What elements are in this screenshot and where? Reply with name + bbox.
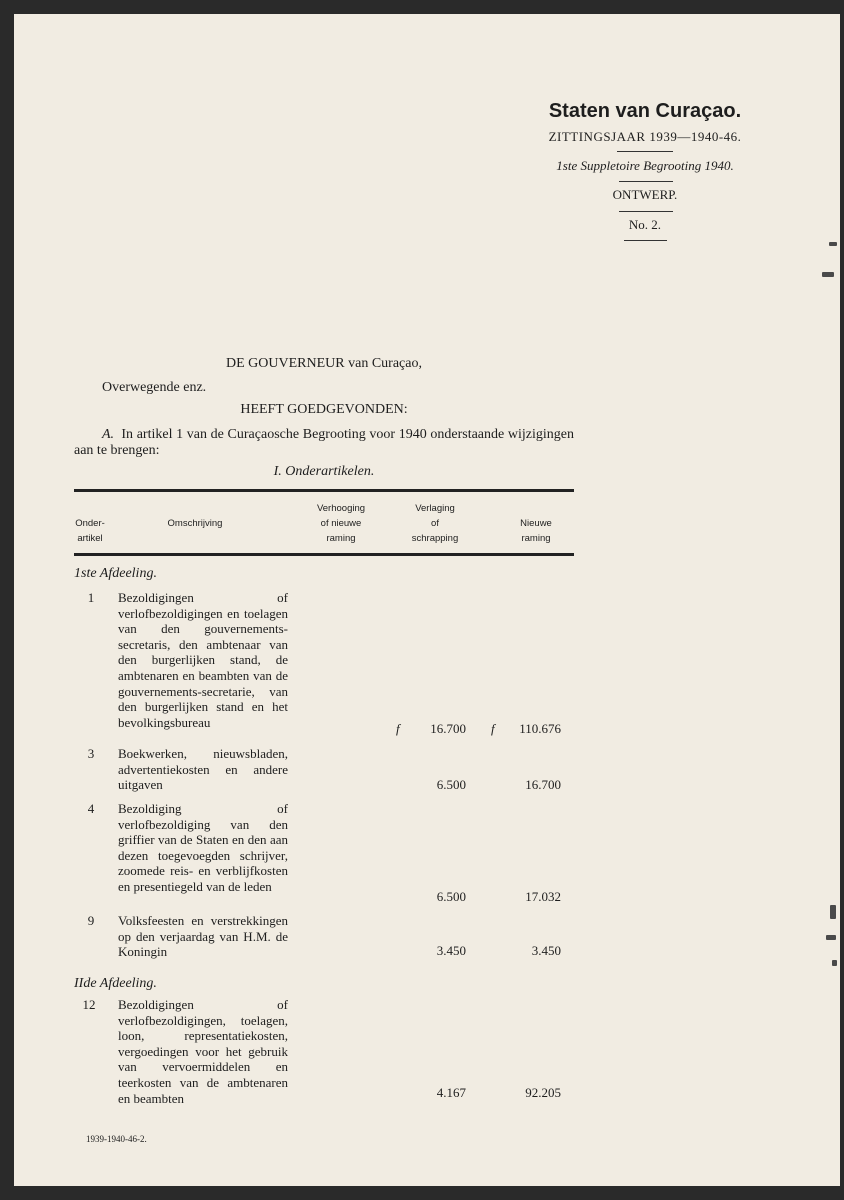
- binding-mark: [829, 242, 837, 246]
- header-decrease: Verlaging of schrapping: [411, 503, 459, 544]
- row-description: Bezoldiging of verlofbezoldiging van den griffier van de Staten en den aan dezen toegevoegden schrijver, zoomede reis- en verblijfkosten en presentiegeld van de leden: [118, 801, 288, 894]
- paragraph-text: In artikel 1 van de Curaçaosche Begrooting voor 1940 onderstaande wijzigingen aan te brengen:: [74, 427, 574, 458]
- row-number: 9: [87, 913, 95, 928]
- new-estimate-value: 3.450: [531, 943, 561, 958]
- table-header-rule: [74, 553, 574, 556]
- new-estimate-value: 16.700: [525, 777, 561, 792]
- section-title: 1ste Afdeeling.: [74, 566, 157, 581]
- header-divider: [624, 240, 667, 241]
- document-number: No. 2.: [628, 217, 662, 232]
- increase-value: 6.500: [436, 777, 466, 792]
- currency-symbol: f: [396, 721, 400, 736]
- row-description: Boekwerken, nieuwsbladen, advertentiekosten en andere uitgaven: [118, 746, 288, 793]
- print-code: 1939-1940-46-2.: [86, 1134, 147, 1144]
- increase-value: 16.700: [430, 721, 466, 736]
- binding-mark: [822, 272, 834, 277]
- resolved-line: HEEFT GOEDGEVONDEN:: [240, 402, 408, 417]
- article-paragraph: [74, 427, 574, 459]
- increase-value: 3.450: [436, 943, 466, 958]
- document-title: Staten van Curaçao.: [548, 100, 742, 122]
- header-increase: Verhooging of nieuwe raming: [316, 503, 366, 544]
- row-description: Bezoldigingen of verlofbezoldigingen, toelagen, loon, representatiekosten, vergoedingen voor het gebruik van vervoermiddelen en teerkosten van de ambtenaren en beambten: [118, 997, 288, 1106]
- paragraph-letter: A.: [102, 427, 115, 442]
- binding-mark: [832, 960, 837, 966]
- increase-value: 6.500: [436, 889, 466, 904]
- currency-symbol: f: [491, 721, 495, 736]
- row-number: 4: [87, 801, 95, 816]
- header-divider: [619, 211, 673, 212]
- binding-mark: [830, 905, 836, 919]
- row-description: Bezoldigingen of verlofbezoldigingen en toelagen van den gouvernements-secretaris, den ambtenaar van den burgerlijken stand, de ambtenaren en beambten van de gouvernements-secretarie, van den burgerlijken stand en het bevolkingsbureau: [118, 590, 288, 730]
- session-year: ZITTINGSJAAR 1939—1940-46.: [548, 129, 742, 144]
- new-estimate-value: 110.676: [519, 721, 561, 736]
- increase-value: 4.167: [436, 1085, 466, 1100]
- table-top-rule: [74, 489, 574, 492]
- row-number: 1: [87, 590, 95, 605]
- header-divider: [617, 151, 673, 152]
- new-estimate-value: 92.205: [525, 1085, 561, 1100]
- governor-line: DE GOUVERNEUR van Curaçao,: [226, 356, 422, 371]
- header-description: Omschrijving: [167, 518, 223, 529]
- draft-label: ONTWERP.: [612, 187, 678, 202]
- row-number: 12: [82, 997, 96, 1012]
- section-title: IIde Afdeeling.: [74, 976, 157, 991]
- header-new-estimate: Nieuwe raming: [520, 518, 552, 544]
- header-divider: [619, 181, 673, 182]
- sub-articles-heading: I. Onderartikelen.: [273, 464, 375, 479]
- row-description: Volksfeesten en verstrekkingen op den verjaardag van H.M. de Koningin: [118, 913, 288, 960]
- row-number: 3: [87, 746, 95, 761]
- considering-line: Overwegende enz.: [102, 380, 207, 395]
- binding-mark: [826, 935, 836, 940]
- header-sub-article: Onder- artikel: [75, 518, 105, 544]
- supplement-title: 1ste Suppletoire Begrooting 1940.: [556, 158, 734, 173]
- new-estimate-value: 17.032: [525, 889, 561, 904]
